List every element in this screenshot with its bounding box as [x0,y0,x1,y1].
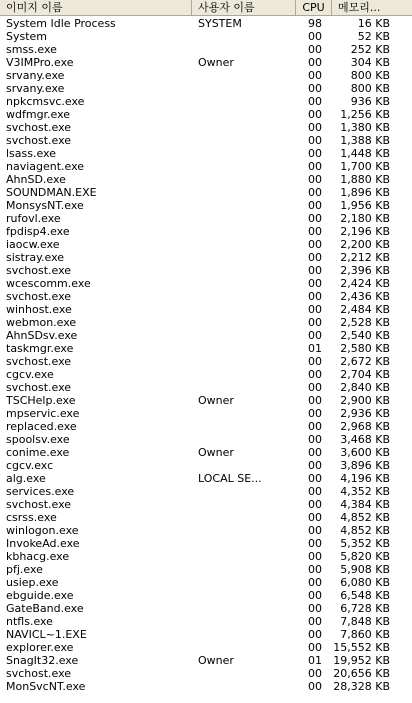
process-row[interactable] [0,69,412,82]
process-memory: 2,212 KB [340,251,390,264]
process-memory: 52 KB [357,30,390,43]
process-memory: 2,484 KB [340,303,390,316]
process-cpu: 00 [308,160,322,173]
process-row[interactable] [0,641,412,654]
process-memory: 2,704 KB [340,368,390,381]
process-memory: 936 KB [350,95,390,108]
process-cpu: 00 [308,589,322,602]
process-name: MonsysNT.exe [6,199,84,212]
process-memory: 1,880 KB [340,173,390,186]
process-cpu: 00 [308,69,322,82]
process-user [198,615,294,628]
process-row[interactable] [0,680,412,693]
column-header-image-name[interactable]: 이미지 이름 [0,0,192,15]
process-user: LOCAL SE... [198,472,262,485]
process-cpu: 00 [308,264,322,277]
process-user [198,160,294,173]
process-cpu: 00 [308,316,322,329]
process-name: MonSvcNT.exe [6,680,86,693]
process-cpu: 00 [308,459,322,472]
process-list [0,17,412,693]
process-memory: 6,548 KB [340,589,390,602]
process-user [198,602,294,615]
process-memory: 20,656 KB [333,667,390,680]
process-cpu: 00 [308,576,322,589]
process-name: replaced.exe [6,420,77,433]
process-cpu: 00 [308,95,322,108]
process-memory: 28,328 KB [333,680,390,693]
process-memory: 304 KB [350,56,390,69]
process-cpu: 00 [308,472,322,485]
process-name: winlogon.exe [6,524,79,537]
process-cpu: 00 [308,381,322,394]
process-name: NAVICL~1.EXE [6,628,87,641]
process-memory: 19,952 KB [333,654,390,667]
process-memory: 15,552 KB [333,641,390,654]
process-name: conime.exe [6,446,70,459]
process-cpu: 00 [308,134,322,147]
process-name: srvany.exe [6,69,65,82]
process-user [198,680,294,693]
process-name: cgcv.exe [6,368,54,381]
process-row[interactable] [0,186,412,199]
process-user [198,589,294,602]
process-memory: 2,196 KB [340,225,390,238]
process-user [198,667,294,680]
process-cpu: 00 [308,108,322,121]
process-name: svchost.exe [6,121,72,134]
process-row[interactable] [0,368,412,381]
process-memory: 16 KB [357,17,390,30]
process-row[interactable] [0,667,412,680]
process-cpu: 00 [308,121,322,134]
process-cpu: 00 [308,537,322,550]
process-memory: 1,956 KB [340,199,390,212]
process-memory: 6,080 KB [340,576,390,589]
process-user [198,329,294,342]
process-row[interactable] [0,147,412,160]
process-cpu: 00 [308,56,322,69]
process-cpu: 00 [308,82,322,95]
process-user: Owner [198,446,234,459]
process-cpu: 00 [308,446,322,459]
process-user [198,199,294,212]
process-user [198,212,294,225]
process-name: wdfmgr.exe [6,108,71,121]
process-memory: 2,900 KB [340,394,390,407]
process-row[interactable] [0,56,412,69]
process-row[interactable] [0,160,412,173]
process-name: naviagent.exe [6,160,85,173]
process-name: services.exe [6,485,75,498]
process-user [198,628,294,641]
process-cpu: 01 [308,654,322,667]
process-cpu: 00 [308,355,322,368]
process-memory: 1,896 KB [340,186,390,199]
process-user: Owner [198,654,234,667]
process-row[interactable] [0,251,412,264]
process-name: alg.exe [6,472,46,485]
process-row[interactable] [0,82,412,95]
process-user [198,498,294,511]
process-user [198,290,294,303]
process-user [198,225,294,238]
process-row[interactable] [0,589,412,602]
process-memory: 7,848 KB [340,615,390,628]
process-memory: 2,580 KB [340,342,390,355]
process-user [198,524,294,537]
process-row[interactable] [0,225,412,238]
process-memory: 2,936 KB [340,407,390,420]
process-row[interactable] [0,485,412,498]
process-row[interactable] [0,446,412,459]
process-row[interactable] [0,511,412,524]
process-cpu: 00 [308,433,322,446]
process-cpu: 00 [308,628,322,641]
process-name: svchost.exe [6,290,72,303]
process-row[interactable] [0,420,412,433]
process-cpu: 00 [308,251,322,264]
process-row[interactable] [0,173,412,186]
process-user [198,316,294,329]
process-cpu: 01 [308,342,322,355]
process-user [198,238,294,251]
process-user [198,537,294,550]
process-cpu: 00 [308,368,322,381]
process-memory: 2,424 KB [340,277,390,290]
process-user [198,30,294,43]
process-name: TSCHelp.exe [6,394,76,407]
process-user [198,420,294,433]
process-memory: 800 KB [350,82,390,95]
process-user [198,563,294,576]
process-name: winhost.exe [6,303,72,316]
process-name: svchost.exe [6,264,72,277]
process-name: AhnSD.exe [6,173,66,186]
process-cpu: 00 [308,511,322,524]
process-cpu: 00 [308,615,322,628]
process-row[interactable] [0,550,412,563]
process-name: sistray.exe [6,251,65,264]
process-name: npkcmsvc.exe [6,95,85,108]
process-memory: 2,672 KB [340,355,390,368]
process-name: wcescomm.exe [6,277,91,290]
process-user [198,641,294,654]
process-user [198,95,294,108]
process-memory: 800 KB [350,69,390,82]
process-row[interactable] [0,459,412,472]
process-memory: 6,728 KB [340,602,390,615]
process-name: SnagIt32.exe [6,654,79,667]
process-user: Owner [198,56,234,69]
process-name: mpservic.exe [6,407,80,420]
process-name: cgcv.exc [6,459,54,472]
process-row[interactable] [0,238,412,251]
process-name: usiep.exe [6,576,59,589]
process-name: svchost.exe [6,355,72,368]
process-user [198,433,294,446]
process-row[interactable] [0,316,412,329]
process-row[interactable] [0,381,412,394]
process-user [198,121,294,134]
process-cpu: 00 [308,602,322,615]
process-name: V3IMPro.exe [6,56,74,69]
process-row[interactable] [0,17,412,30]
process-row[interactable] [0,212,412,225]
process-memory: 1,700 KB [340,160,390,173]
process-name: fpdisp4.exe [6,225,70,238]
process-memory: 3,600 KB [340,446,390,459]
process-row[interactable] [0,602,412,615]
process-cpu: 98 [308,17,322,30]
column-header-cpu[interactable]: CPU [296,0,332,15]
process-memory: 5,820 KB [340,550,390,563]
process-cpu: 00 [308,667,322,680]
process-memory: 2,968 KB [340,420,390,433]
process-user [198,264,294,277]
process-name: explorer.exe [6,641,74,654]
process-row[interactable] [0,498,412,511]
process-user [198,251,294,264]
process-name: smss.exe [6,43,57,56]
process-memory: 1,380 KB [340,121,390,134]
process-user: Owner [198,394,234,407]
process-name: rufovl.exe [6,212,61,225]
column-header-bar [0,0,412,16]
process-row[interactable] [0,342,412,355]
process-row[interactable] [0,576,412,589]
process-row[interactable] [0,277,412,290]
process-user [198,576,294,589]
process-memory: 2,180 KB [340,212,390,225]
process-user [198,407,294,420]
process-name: pfj.exe [6,563,43,576]
process-memory: 4,852 KB [340,511,390,524]
process-user [198,550,294,563]
process-name: InvokeAd.exe [6,537,80,550]
process-memory: 3,468 KB [340,433,390,446]
process-name: System [6,30,48,43]
process-name: System Idle Process [6,17,116,30]
process-memory: 2,528 KB [340,316,390,329]
process-name: kbhacg.exe [6,550,70,563]
process-name: ntfls.exe [6,615,53,628]
process-row[interactable] [0,433,412,446]
process-row[interactable] [0,355,412,368]
process-memory: 2,840 KB [340,381,390,394]
process-cpu: 00 [308,550,322,563]
process-user [198,69,294,82]
process-row[interactable] [0,134,412,147]
process-user [198,277,294,290]
process-cpu: 00 [308,563,322,576]
process-memory: 7,860 KB [340,628,390,641]
process-cpu: 00 [308,147,322,160]
process-memory: 4,852 KB [340,524,390,537]
process-row[interactable] [0,563,412,576]
process-name: svchost.exe [6,381,72,394]
process-name: svchost.exe [6,667,72,680]
process-name: spoolsv.exe [6,433,70,446]
process-name: csrss.exe [6,511,57,524]
process-row[interactable] [0,121,412,134]
process-row[interactable] [0,199,412,212]
process-cpu: 00 [308,173,322,186]
process-row[interactable] [0,615,412,628]
process-name: iaocw.exe [6,238,60,251]
process-cpu: 00 [308,277,322,290]
process-cpu: 00 [308,238,322,251]
process-name: webmon.exe [6,316,77,329]
process-memory: 2,396 KB [340,264,390,277]
process-memory: 5,352 KB [340,537,390,550]
process-memory: 2,540 KB [340,329,390,342]
process-cpu: 00 [308,680,322,693]
process-row[interactable] [0,43,412,56]
process-user [198,381,294,394]
process-user [198,459,294,472]
process-memory: 1,256 KB [340,108,390,121]
process-user [198,303,294,316]
process-row[interactable] [0,108,412,121]
process-row[interactable] [0,537,412,550]
process-user [198,173,294,186]
process-row[interactable] [0,407,412,420]
column-header-memory[interactable]: 메모리... [338,1,381,14]
process-cpu: 00 [308,641,322,654]
process-row[interactable] [0,329,412,342]
process-user [198,355,294,368]
process-row[interactable] [0,628,412,641]
process-cpu: 00 [308,43,322,56]
process-row[interactable] [0,394,412,407]
process-cpu: 00 [308,290,322,303]
process-memory: 252 KB [350,43,390,56]
process-row[interactable] [0,524,412,537]
process-cpu: 00 [308,329,322,342]
process-name: svchost.exe [6,134,72,147]
process-name: ebguide.exe [6,589,74,602]
process-name: SOUNDMAN.EXE [6,186,97,199]
process-cpu: 00 [308,199,322,212]
process-name: svchost.exe [6,498,72,511]
process-cpu: 00 [308,394,322,407]
process-user [198,186,294,199]
process-row[interactable] [0,472,412,485]
process-cpu: 00 [308,30,322,43]
process-cpu: 00 [308,524,322,537]
process-memory: 5,908 KB [340,563,390,576]
process-user [198,43,294,56]
process-user: SYSTEM [198,17,242,30]
process-memory: 2,436 KB [340,290,390,303]
process-user [198,485,294,498]
process-memory: 1,388 KB [340,134,390,147]
process-row[interactable] [0,95,412,108]
process-user [198,82,294,95]
process-row[interactable] [0,303,412,316]
process-memory: 2,200 KB [340,238,390,251]
process-memory: 4,384 KB [340,498,390,511]
process-memory: 1,448 KB [340,147,390,160]
process-row[interactable] [0,264,412,277]
column-header-user-name[interactable]: 사용자 이름 [192,0,296,15]
process-user [198,134,294,147]
process-memory: 4,352 KB [340,485,390,498]
process-user [198,368,294,381]
process-cpu: 00 [308,186,322,199]
process-row[interactable] [0,30,412,43]
process-name: lsass.exe [6,147,56,160]
process-cpu: 00 [308,485,322,498]
process-user [198,511,294,524]
process-cpu: 00 [308,225,322,238]
process-name: srvany.exe [6,82,65,95]
process-memory: 3,896 KB [340,459,390,472]
process-cpu: 00 [308,498,322,511]
process-cpu: 00 [308,212,322,225]
process-name: GateBand.exe [6,602,84,615]
process-name: AhnSDsv.exe [6,329,78,342]
process-cpu: 00 [308,420,322,433]
process-memory: 4,196 KB [340,472,390,485]
process-cpu: 00 [308,407,322,420]
process-row[interactable] [0,654,412,667]
process-name: taskmgr.exe [6,342,74,355]
process-user [198,342,294,355]
process-cpu: 00 [308,303,322,316]
process-user [198,147,294,160]
process-row[interactable] [0,290,412,303]
process-user [198,108,294,121]
